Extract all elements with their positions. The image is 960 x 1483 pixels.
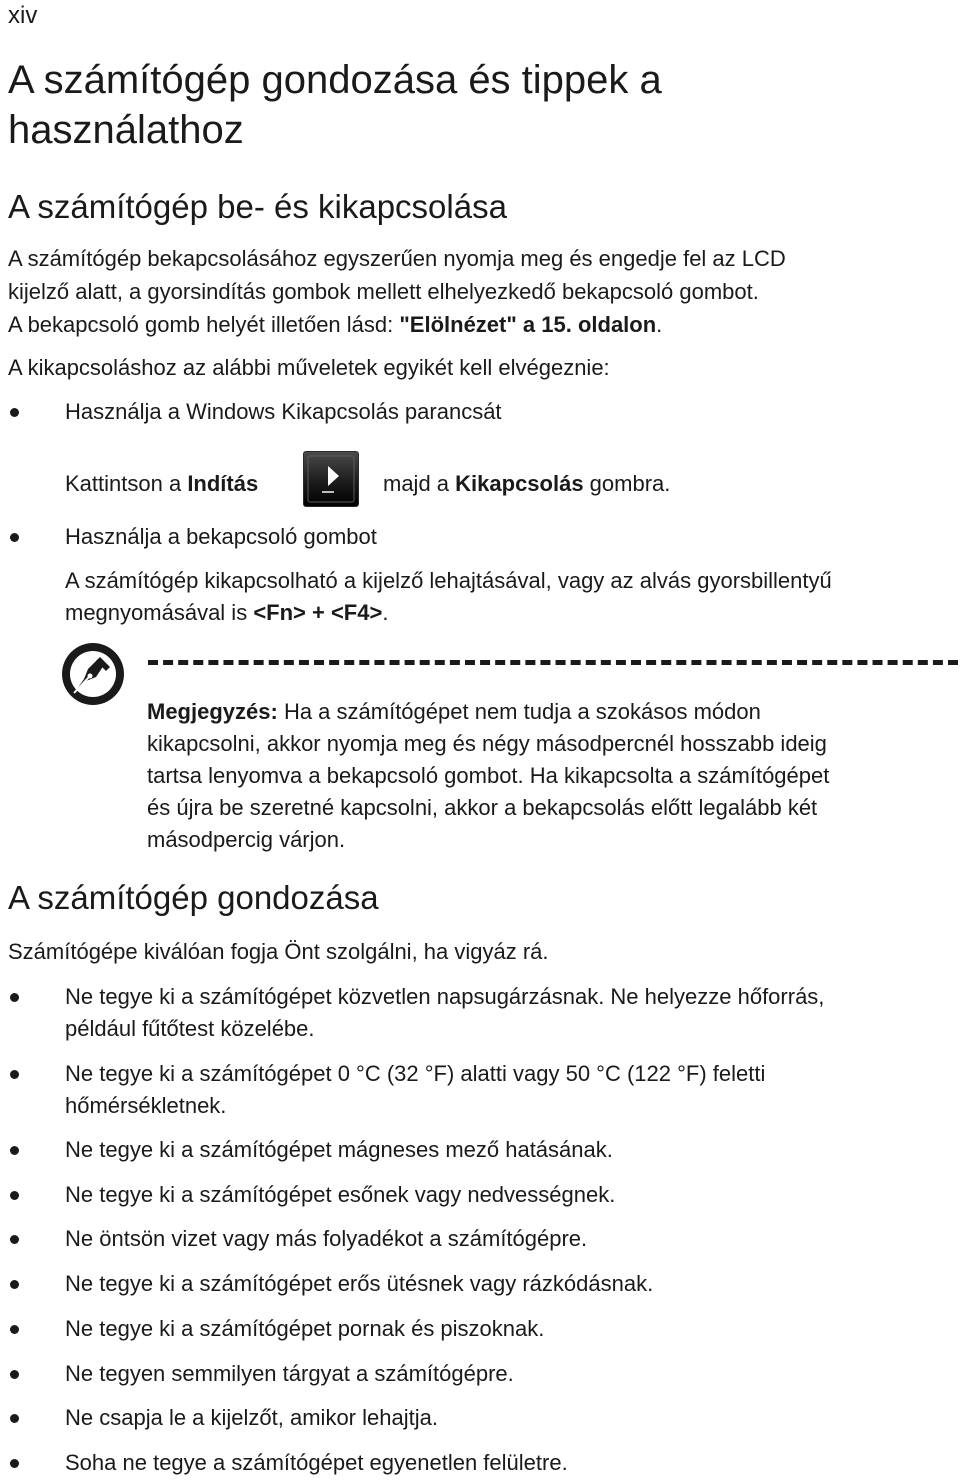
page-title-line-1: A számítógép gondozása és tippek a (8, 58, 662, 102)
care-item-6: Ne tegye ki a számítógépet erős ütésnek vagy rázkódásnak. (65, 1271, 654, 1296)
care-item-8: Ne tegyen semmilyen tárgyat a számítógépre. (65, 1361, 514, 1386)
note-line-2: kikapcsolni, akkor nyomja meg és négy másodpercnél hosszabb ideig (147, 731, 827, 756)
click-shutdown-instruction: majd a Kikapcsolás gombra. (383, 471, 671, 496)
page-number: xiv (8, 2, 38, 29)
section-heading-care: A számítógép gondozása (8, 879, 379, 916)
section-heading-power: A számítógép be- és kikapcsolása (8, 188, 507, 225)
bullet-dot (10, 1414, 19, 1423)
care-item-10: Soha ne tegye a számítógépet egyenetlen felületre. (65, 1450, 568, 1475)
bullet-dot (10, 1070, 19, 1079)
hotkey: <Fn> + <F4> (253, 600, 383, 625)
care-item-3: Ne tegye ki a számítógépet mágneses mező hatásának. (65, 1137, 613, 1162)
bullet-dot (10, 408, 19, 417)
care-item-4: Ne tegye ki a számítógépet esőnek vagy nedvességnek. (65, 1182, 616, 1207)
bullet-dot (10, 1325, 19, 1334)
power-paragraph-line-2: kijelző alatt, a gyorsindítás gombok mellett elhelyezkedő bekapcsoló gombot. (8, 279, 759, 304)
bullet-dot (10, 1191, 19, 1200)
care-item-9: Ne csapja le a kijelzőt, amikor lehajtja. (65, 1405, 438, 1430)
power-button-line-1: A számítógép kikapcsolható a kijelző lehajtásával, vagy az alvás gyorsbillentyű (65, 568, 832, 593)
note-line-5: másodpercig várjon. (147, 827, 346, 852)
bullet-power-button: Használja a bekapcsoló gombot (65, 524, 377, 549)
care-item-5: Ne öntsön vizet vagy más folyadékot a számítógépre. (65, 1226, 588, 1251)
start-button-icon (303, 451, 359, 507)
bullet-dot (10, 533, 19, 542)
bullet-dot (10, 1146, 19, 1155)
power-button-line-2: megnyomásával is <Fn> + <F4>. (65, 600, 389, 625)
page-title-line-2: használathoz (8, 108, 244, 152)
bullet-dot (10, 993, 19, 1002)
note-line-4: és újra be szeretné kapcsolni, akkor a bekapcsolás előtt legalább két (147, 795, 818, 820)
bullet-dot (10, 1280, 19, 1289)
cross-reference: "Elölnézet" a 15. oldalon (399, 312, 657, 337)
care-item-1-line-2: például fűtőtest közelébe. (65, 1016, 315, 1041)
power-paragraph-line-1: A számítógép bekapcsolásához egyszerűen nyomja meg és engedje fel az LCD (8, 246, 786, 271)
bullet-dot (10, 1370, 19, 1379)
bullet-dot (10, 1235, 19, 1244)
care-intro: Számítógépe kiválóan fogja Önt szolgálni, ha vigyáz rá. (8, 939, 549, 964)
click-start-instruction: Kattintson a Indítás (65, 471, 259, 496)
note-line-1: Megjegyzés: Ha a számítógépet nem tudja a szokásos módon (147, 699, 761, 724)
bullet-windows-shutdown: Használja a Windows Kikapcsolás parancsát (65, 399, 502, 424)
note-line-3: tartsa lenyomva a bekapcsoló gombot. Ha kikapcsolta a számítógépet (147, 763, 830, 788)
bullet-dot (10, 1459, 19, 1468)
care-item-1-line-1: Ne tegye ki a számítógépet közvetlen napsugárzásnak. Ne helyezze hőforrás, (65, 984, 825, 1009)
shutdown-intro: A kikapcsoláshoz az alábbi műveletek egyikét kell elvégeznie: (8, 355, 610, 380)
power-paragraph-line-3: A bekapcsoló gomb helyét illetően lásd: "Elölnézet" a 15. oldalon. (8, 312, 663, 337)
care-item-7: Ne tegye ki a számítógépet pornak és piszoknak. (65, 1316, 545, 1341)
care-item-2-line-1: Ne tegye ki a számítógépet 0 °C (32 °F) alatti vagy 50 °C (122 °F) feletti (65, 1061, 766, 1086)
care-item-2-line-2: hőmérsékletnek. (65, 1093, 227, 1118)
note-divider (148, 660, 958, 665)
note-icon (60, 641, 126, 707)
note-label: Megjegyzés: (147, 699, 278, 724)
